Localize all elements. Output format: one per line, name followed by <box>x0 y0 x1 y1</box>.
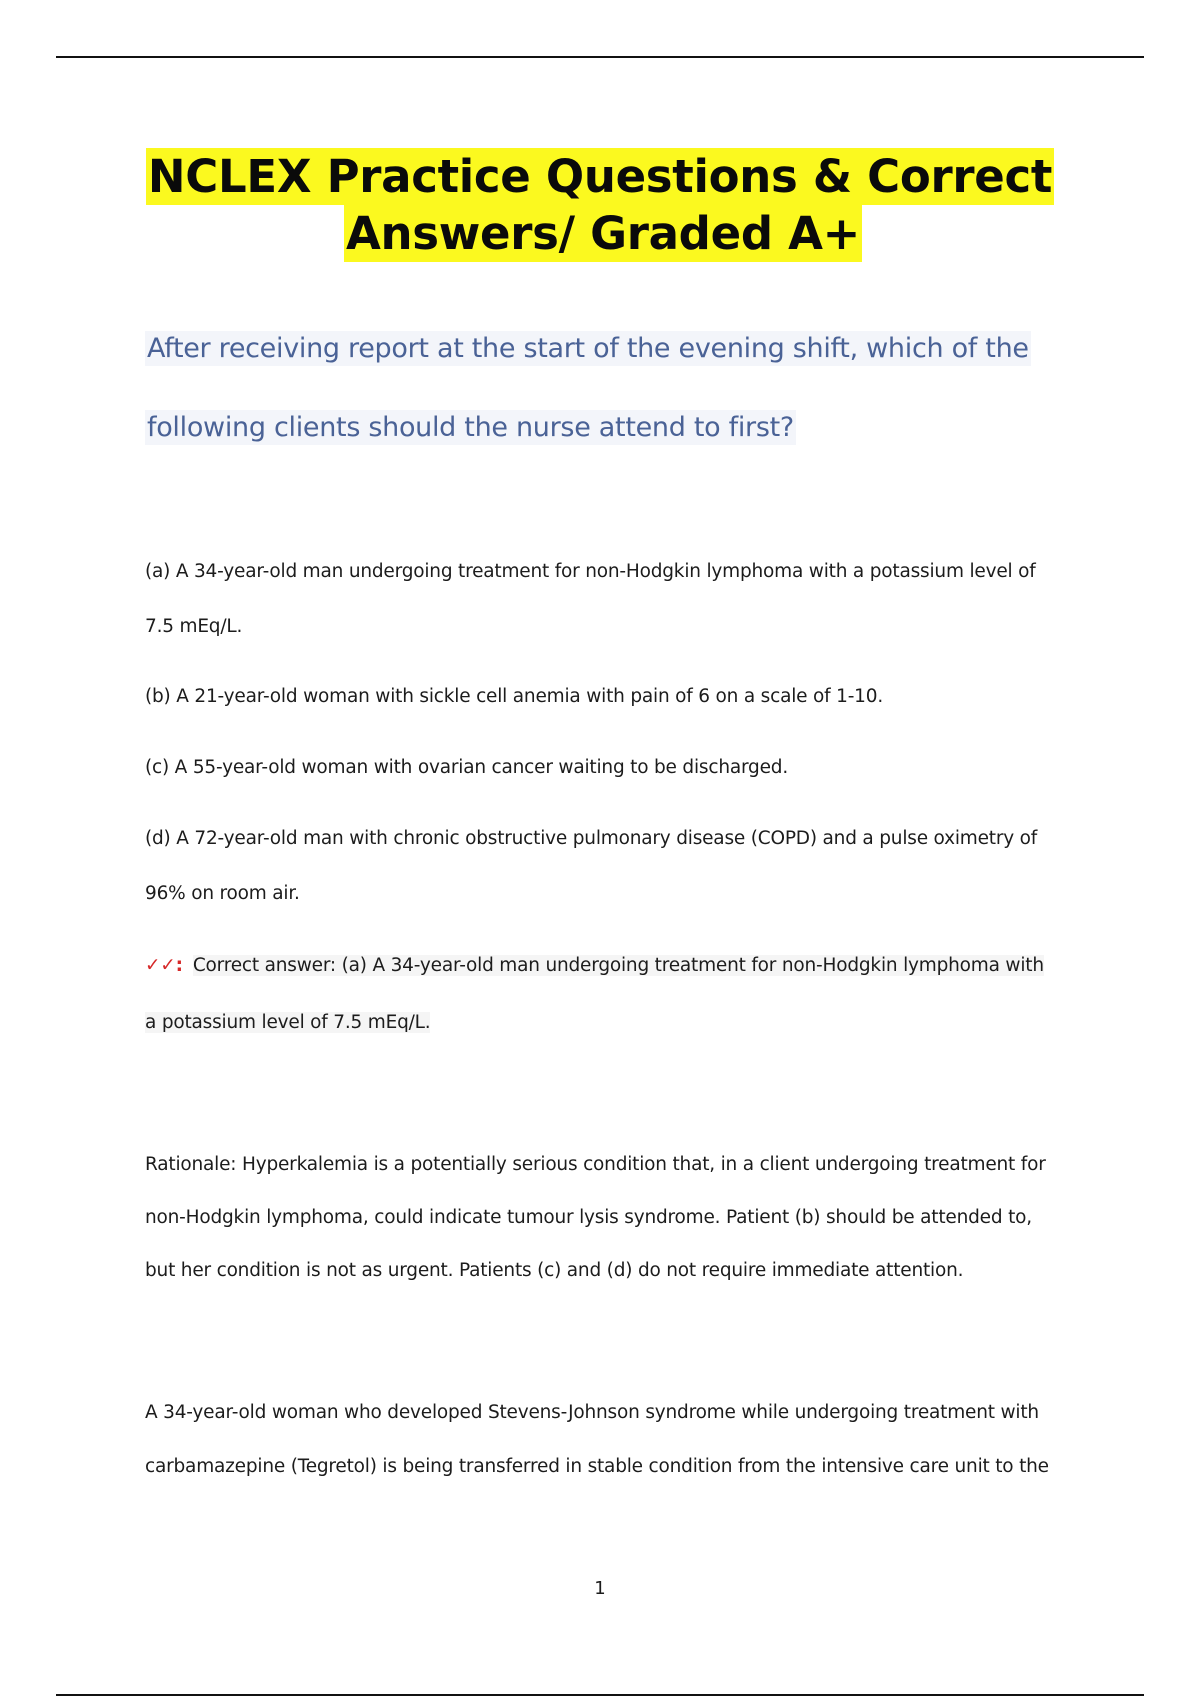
header-rule <box>56 56 1144 58</box>
question-heading-line-2 <box>145 412 1075 443</box>
rationale-line-1: Rationale: Hyperkalemia is a potentially serious condition that, in a client undergoing treatment for <box>145 1154 1046 1175</box>
option-d-line-1: (d) A 72-year-old man with chronic obstructive pulmonary disease (COPD) and a pulse oximetry of <box>145 828 1038 849</box>
option-b: (b) A 21-year-old woman with sickle cell anemia with pain of 6 on a scale of 1-10. <box>145 686 884 707</box>
question-text: following clients should the nurse attend to first? <box>147 412 794 443</box>
correct-answer-text: Correct answer: (a) A 34-year-old man undergoing treatment for non-Hodgkin lymphoma with <box>192 955 1044 976</box>
rationale-line-2: non-Hodgkin lymphoma, could indicate tumour lysis syndrome. Patient (b) should be attended to, <box>145 1207 1032 1228</box>
option-c: (c) A 55-year-old woman with ovarian cancer waiting to be discharged. <box>145 757 789 778</box>
page-number: 1 <box>594 1578 606 1599</box>
option-a-line-2: 7.5 mEq/L. <box>145 616 243 637</box>
footer-rule <box>56 1694 1144 1696</box>
double-check-icon: ✓✓: <box>145 955 183 976</box>
question-heading-line-1 <box>145 333 1075 364</box>
question-text: After receiving report at the start of the evening shift, which of the <box>147 333 1029 364</box>
title-line-2: Answers/ Graded A+ <box>345 207 861 260</box>
correct-answer-text: a potassium level of 7.5 mEq/L. <box>145 1012 431 1033</box>
question-2-line-1: A 34-year-old woman who developed Stevens-Johnson syndrome while undergoing treatment with <box>145 1402 1039 1423</box>
correct-answer-line-1 <box>145 955 1075 976</box>
option-a-line-1: (a) A 34-year-old man undergoing treatment for non-Hodgkin lymphoma with a potassium level of <box>145 561 1036 582</box>
option-d-line-2: 96% on room air. <box>145 883 300 904</box>
title-line-1: NCLEX Practice Questions & Correct <box>147 150 1053 203</box>
document-title <box>0 148 1200 262</box>
question-2-line-2: carbamazepine (Tegretol) is being transferred in stable condition from the intensive care unit to the <box>145 1456 1049 1477</box>
correct-answer-line-2 <box>145 1012 1075 1033</box>
rationale-line-3: but her condition is not as urgent. Patients (c) and (d) do not require immediate attention. <box>145 1260 964 1281</box>
